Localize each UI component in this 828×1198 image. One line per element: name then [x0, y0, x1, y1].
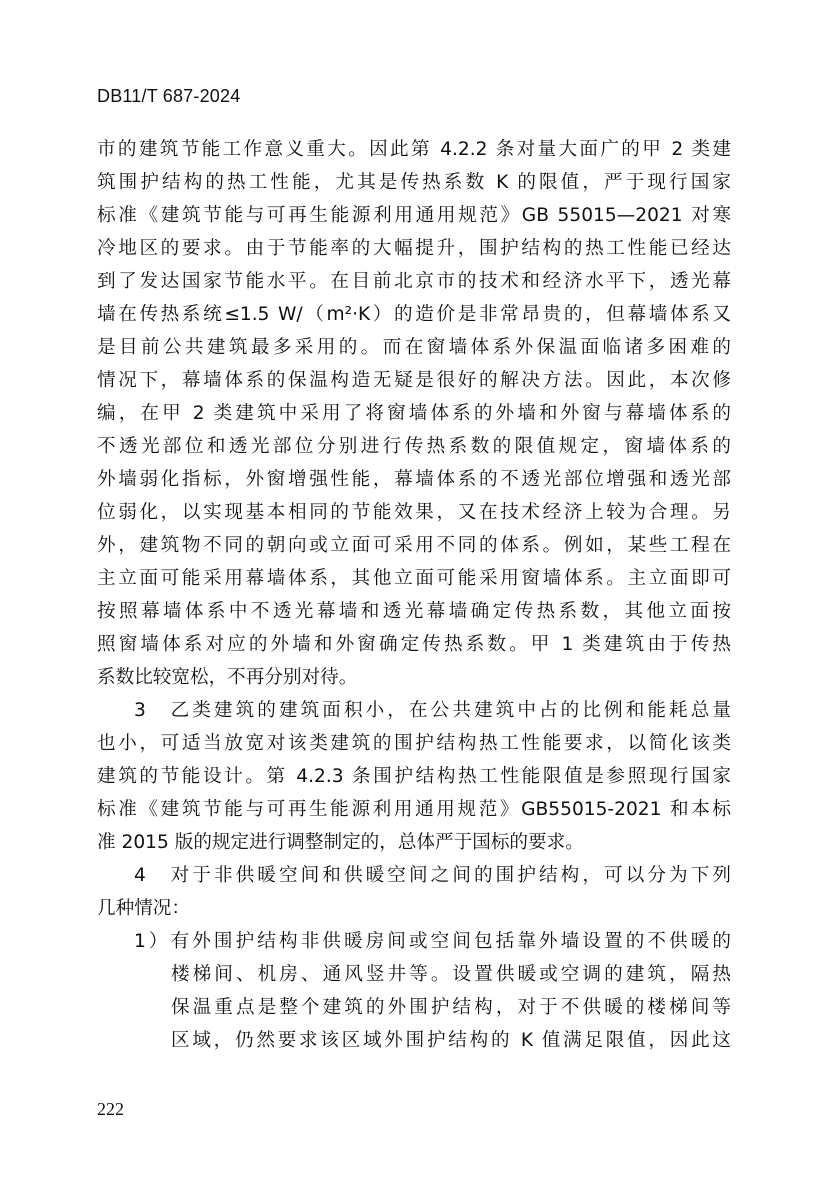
text-line: 外，建筑物不同的朝向或立面可采用不同的体系。例如，某些工程在: [97, 535, 731, 556]
text-line: 4 对于非供暖空间和供暖空间之间的围护结构，可以分为下列: [134, 865, 731, 886]
text-line: 到了发达国家节能水平。在目前北京市的技术和经济水平下，透光幕: [97, 271, 731, 292]
text-line: 准 2015 版的规定进行调整制定的，总体严于国标的要求。: [97, 832, 584, 853]
text-line: 系数比较宽松，不再分别对待。: [97, 667, 358, 688]
list-item-line: 区域，仍然要求该区域外围护结构的 K 值满足限值，因此这: [171, 1030, 731, 1051]
text-line: 主立面可能采用幕墙体系，其他立面可能采用窗墙体系。主立面即可: [97, 568, 731, 589]
text-line: 照窗墙体系对应的外墙和外窗确定传热系数。甲 1 类建筑由于传热: [97, 634, 731, 655]
text-line: 按照幕墙体系中不透光幕墙和透光幕墙确定传热系数，其他立面按: [97, 601, 731, 622]
text-line: 外墙弱化指标，外窗增强性能，幕墙体系的不透光部位增强和透光部: [97, 469, 731, 490]
text-line: 位弱化，以实现基本相同的节能效果，又在技术经济上较为合理。另: [97, 502, 731, 523]
text-line: 墙在传热系统≤1.5 W/（m²·K）的造价是非常昂贵的，但幕墙体系又: [97, 304, 731, 325]
text-line: 编，在甲 2 类建筑中采用了将窗墙体系的外墙和外窗与幕墙体系的: [97, 403, 731, 424]
text-line: 筑围护结构的热工性能，尤其是传热系数 K 的限值，严于现行国家: [97, 172, 731, 193]
list-item-line: 1）有外围护结构非供暖房间或空间包括靠外墙设置的不供暖的: [134, 931, 731, 952]
text-line: 情况下，幕墙体系的保温构造无疑是很好的解决方法。因此，本次修: [97, 370, 731, 391]
page-number: 222: [97, 1099, 124, 1119]
text-line: 冷地区的要求。由于节能率的大幅提升，围护结构的热工性能已经达: [97, 238, 731, 259]
text-line: 标准《建筑节能与可再生能源利用通用规范》GB55015-2021 和本标: [97, 799, 731, 820]
text-line: 是目前公共建筑最多采用的。而在窗墙体系外保温面临诸多困难的: [97, 337, 731, 358]
text-line: 3 乙类建筑的建筑面积小，在公共建筑中占的比例和能耗总量: [134, 700, 731, 721]
list-item-line: 保温重点是整个建筑的外围护结构，对于不供暖的楼梯间等: [171, 997, 731, 1018]
standard-code-header: DB11/T 687-2024: [97, 86, 241, 106]
text-line: 也小，可适当放宽对该类建筑的围护结构热工性能要求，以简化该类: [97, 733, 731, 754]
text-line: 建筑的节能设计。第 4.2.3 条围护结构热工性能限值是参照现行国家: [97, 766, 731, 787]
text-line: 几种情况：: [97, 898, 190, 919]
list-item-line: 楼梯间、机房、通风竖井等。设置供暖或空调的建筑，隔热: [171, 964, 731, 985]
text-line: 标准《建筑节能与可再生能源利用通用规范》GB 55015—2021 对寒: [97, 205, 731, 226]
text-line: 市的建筑节能工作意义重大。因此第 4.2.2 条对量大面广的甲 2 类建: [97, 139, 731, 160]
text-line: 不透光部位和透光部位分别进行传热系数的限值规定，窗墙体系的: [97, 436, 731, 457]
